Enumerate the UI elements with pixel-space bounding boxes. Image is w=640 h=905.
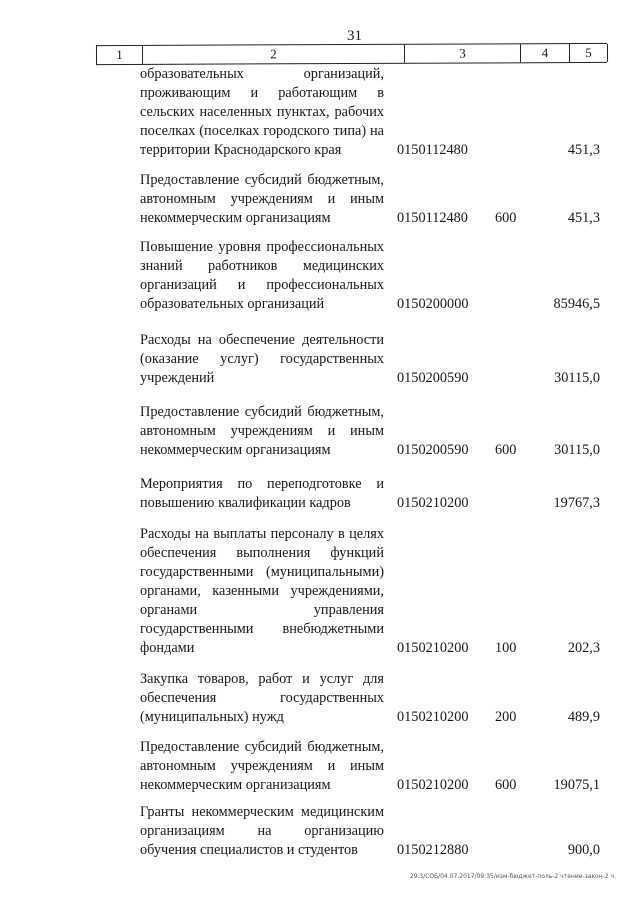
row-expense-type: 600	[495, 210, 517, 226]
row-code: 0150210200	[397, 709, 469, 725]
row-code: 0150210200	[397, 495, 469, 511]
row-amount: 85946,5	[553, 296, 600, 312]
footer-file-path: 29.3/СОБ/04.07.2017/09:35/изм-бюджет-поль-2 чтение-закон-2 ч.	[409, 873, 616, 880]
table-row	[140, 331, 610, 388]
row-code: 0150200000	[397, 296, 469, 312]
header-col-4: 4	[521, 44, 570, 62]
row-description: Повышение уровня профессиональных знаний работников медицинских организаций и профессиональных образовательных организаций	[140, 239, 384, 312]
row-amount: 30115,0	[554, 442, 600, 458]
row-description: Предоставление субсидий бюджетным, автономным учреждениям и иным некоммерческим организациям	[140, 172, 384, 226]
row-code: 0150112480	[397, 142, 468, 158]
row-description: Мероприятия по переподготовке и повышению квалификации кадров	[140, 476, 384, 511]
table-row	[140, 65, 610, 160]
table-row	[140, 738, 610, 795]
table-row	[140, 403, 610, 460]
row-description: образовательных организаций, проживающим и работающим в сельских населенных пунктах, рабочих поселках (поселках городского типа) на территории Краснодарского края	[140, 66, 384, 158]
row-expense-type: 600	[495, 777, 517, 793]
row-amount: 30115,0	[554, 370, 600, 386]
row-amount: 451,3	[567, 210, 600, 226]
header-col-2: 2	[143, 45, 405, 64]
row-code: 0150212880	[397, 842, 469, 858]
row-description: Закупка товаров, работ и услуг для обеспечения государственных (муниципальных) нужд	[140, 671, 384, 725]
row-amount: 19767,3	[553, 495, 600, 511]
row-expense-type: 200	[495, 709, 517, 725]
row-description: Предоставление субсидий бюджетным, автономным учреждениям и иным некоммерческим организациям	[140, 404, 384, 458]
table-row	[140, 238, 610, 314]
row-amount: 202,3	[567, 640, 600, 656]
row-description: Расходы на обеспечение деятельности (оказание услуг) государственных учреждений	[140, 332, 384, 386]
row-code: 0150210200	[397, 777, 469, 793]
table-row	[140, 475, 610, 513]
row-amount: 19075,1	[553, 777, 600, 793]
row-code: 0150200590	[397, 370, 469, 386]
row-description: Расходы на выплаты персоналу в целях обеспечения выполнения функций государственными (муниципальными) органами, казенными учреждениями, органами управления государственными внебюджетными фондами	[140, 526, 384, 656]
row-code: 0150210200	[397, 640, 469, 656]
row-amount: 489,9	[567, 709, 600, 725]
header-col-1: 1	[97, 46, 143, 64]
row-amount: 900,0	[567, 842, 600, 858]
header-col-3: 3	[405, 44, 521, 63]
row-description: Предоставление субсидий бюджетным, автономным учреждениям и иным некоммерческим организациям	[140, 739, 384, 793]
row-code: 0150200590	[397, 442, 469, 458]
page-number: 31	[347, 28, 362, 44]
row-amount: 451,3	[567, 142, 600, 158]
table-row	[140, 670, 610, 727]
table-row	[140, 525, 610, 658]
header-col-5: 5	[570, 44, 608, 62]
row-description: Гранты некоммерческим медицинским организациям на организацию обучения специалистов и студентов	[140, 804, 384, 858]
table-row	[140, 803, 610, 860]
table-row	[140, 171, 610, 228]
row-expense-type: 600	[495, 442, 517, 458]
table-header-row	[96, 43, 607, 65]
row-expense-type: 100	[495, 640, 517, 656]
row-code: 0150112480	[397, 210, 468, 226]
